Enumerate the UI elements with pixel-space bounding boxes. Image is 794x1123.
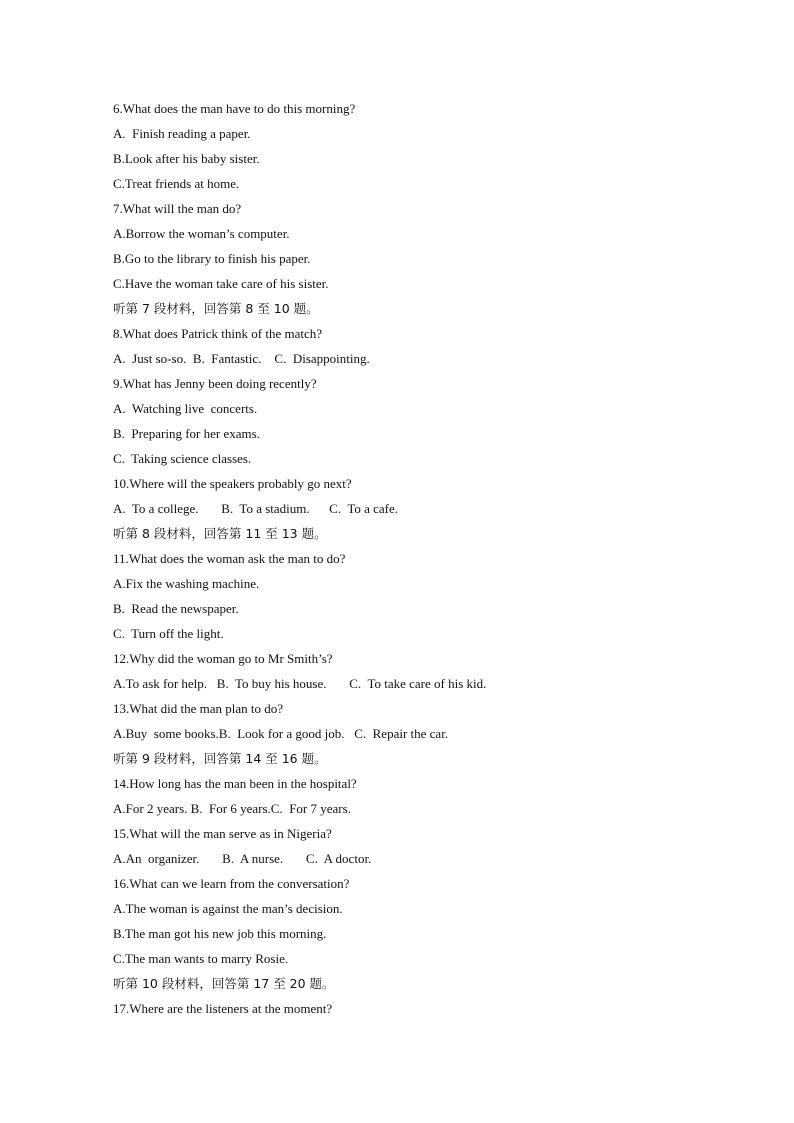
question-10-options: A. To a college. B. To a stadium. C. To a cafe.	[113, 501, 399, 516]
question-16-option-c: C.The man wants to marry Rosie.	[113, 951, 289, 966]
question-11-option-c: C. Turn off the light.	[113, 626, 224, 641]
question-7: 7.What will the man do?	[113, 201, 242, 216]
question-9: 9.What has Jenny been doing recently?	[113, 376, 317, 391]
question-6-option-b: B.Look after his baby sister.	[113, 151, 260, 166]
question-7-option-a: A.Borrow the woman’s computer.	[113, 226, 290, 241]
question-7-option-c: C.Have the woman take care of his sister.	[113, 276, 329, 291]
question-11: 11.What does the woman ask the man to do?	[113, 551, 346, 566]
question-6-option-a: A. Finish reading a paper.	[113, 126, 251, 141]
question-14: 14.How long has the man been in the hospital?	[113, 776, 357, 791]
question-6-option-c: C.Treat friends at home.	[113, 176, 240, 191]
section-instruction-7: 听第 7 段材料，回答第 8 至 10 题。	[113, 301, 319, 316]
question-16: 16.What can we learn from the conversation?	[113, 876, 350, 891]
question-10: 10.Where will the speakers probably go next?	[113, 476, 352, 491]
question-8-options: A. Just so-so. B. Fantastic. C. Disappointing.	[113, 351, 370, 366]
question-13-options: A.Buy some books.B. Look for a good job. C. Repair the car.	[113, 726, 449, 741]
question-9-option-a: A. Watching live concerts.	[113, 401, 258, 416]
question-11-option-a: A.Fix the washing machine.	[113, 576, 260, 591]
question-11-option-b: B. Read the newspaper.	[113, 601, 239, 616]
question-9-option-c: C. Taking science classes.	[113, 451, 252, 466]
question-13: 13.What did the man plan to do?	[113, 701, 284, 716]
listening-questions	[113, 99, 713, 1024]
question-14-options: A.For 2 years. B. For 6 years.C. For 7 years.	[113, 801, 351, 816]
question-16-option-a: A.The woman is against the man’s decision.	[113, 901, 343, 916]
question-12: 12.Why did the woman go to Mr Smith’s?	[113, 651, 333, 666]
question-9-option-b: B. Preparing for her exams.	[113, 426, 260, 441]
section-instruction-9: 听第 9 段材料，回答第 14 至 16 题。	[113, 751, 327, 766]
section-instruction-8: 听第 8 段材料，回答第 11 至 13 题。	[113, 526, 327, 541]
question-15: 15.What will the man serve as in Nigeria?	[113, 826, 332, 841]
section-instruction-10: 听第 10 段材料，回答第 17 至 20 题。	[113, 976, 335, 991]
question-15-options: A.An organizer. B. A nurse. C. A doctor.	[113, 851, 372, 866]
question-12-options: A.To ask for help. B. To buy his house. C. To take care of his kid.	[113, 676, 487, 691]
question-16-option-b: B.The man got his new job this morning.	[113, 926, 327, 941]
question-17: 17.Where are the listeners at the moment?	[113, 1001, 333, 1016]
question-6: 6.What does the man have to do this morning?	[113, 101, 356, 116]
question-8: 8.What does Patrick think of the match?	[113, 326, 323, 341]
question-7-option-b: B.Go to the library to finish his paper.	[113, 251, 311, 266]
